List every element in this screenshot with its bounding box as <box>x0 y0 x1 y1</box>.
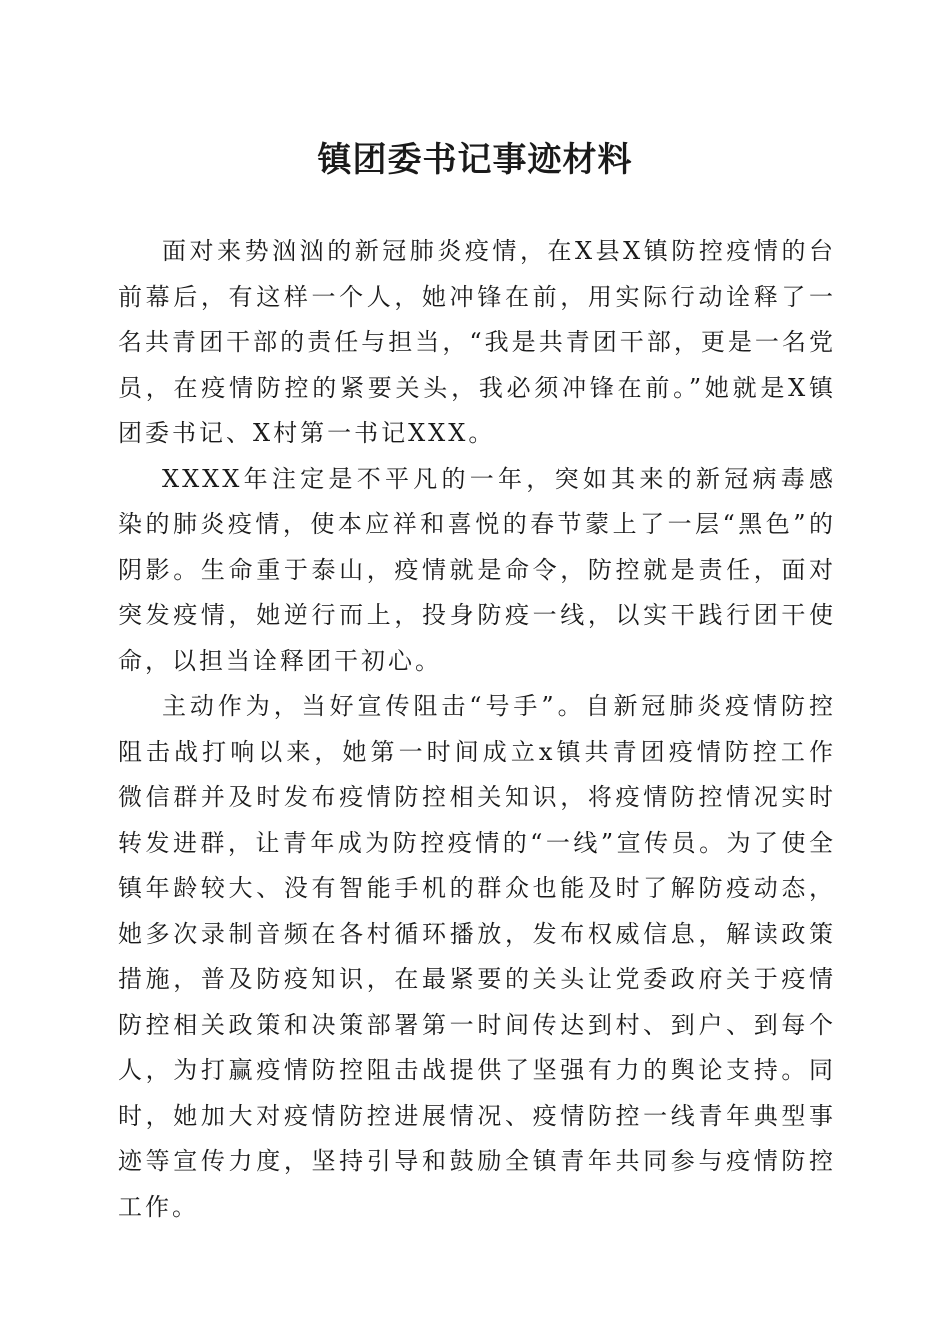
document-title: 镇团委书记事迹材料 <box>317 140 633 180</box>
paragraph-publicity: 主动作为，当好宣传阻击“号手”。自新冠肺炎疫情防控阻击战打响以来，她第一时间成立x镇共青团疫情防控工作微信群并及时发布疫情防控相关知识，将疫情防控情况实时转发进群，让青年成为防控疫情的“一线”宣传员。为了使全镇年龄较大、没有智能手机的群众也能及时了解防疫动态，她多次录制音频在各村循环播放，发布权威信息，解读政策措施，普及防疫知识，在最紧要的关头让党委政府关于疫情防控相关政策和决策部署第一时间传达到村、到户、到每个人，为打赢疫情防控阻击战提供了坚强有力的舆论支持。同时，她加大对疫情防控进展情况、疫情防控一线青年典型事迹等宣传力度，坚持引导和鼓励全镇青年共同参与疫情防控工作。 <box>118 692 836 1221</box>
paragraph-intro: 面对来势汹汹的新冠肺炎疫情，在X县X镇防控疫情的台前幕后，有这样一个人，她冲锋在前，用实际行动诠释了一名共青团干部的责任与担当，“我是共青团干部，更是一名党员，在疫情防控的紧要关头，我必须冲锋在前。”她就是X镇团委书记、X村第一书记XXX。 <box>118 237 836 447</box>
paragraph-background: XXXX年注定是不平凡的一年，突如其来的新冠病毒感染的肺炎疫情，使本应祥和喜悦的春节蒙上了一层“黑色”的阴影。生命重于泰山，疫情就是命令，防控就是责任，面对突发疫情，她逆行而上，投身防疫一线，以实干践行团干使命，以担当诠释团干初心。 <box>118 464 836 675</box>
document-body <box>118 229 836 1230</box>
